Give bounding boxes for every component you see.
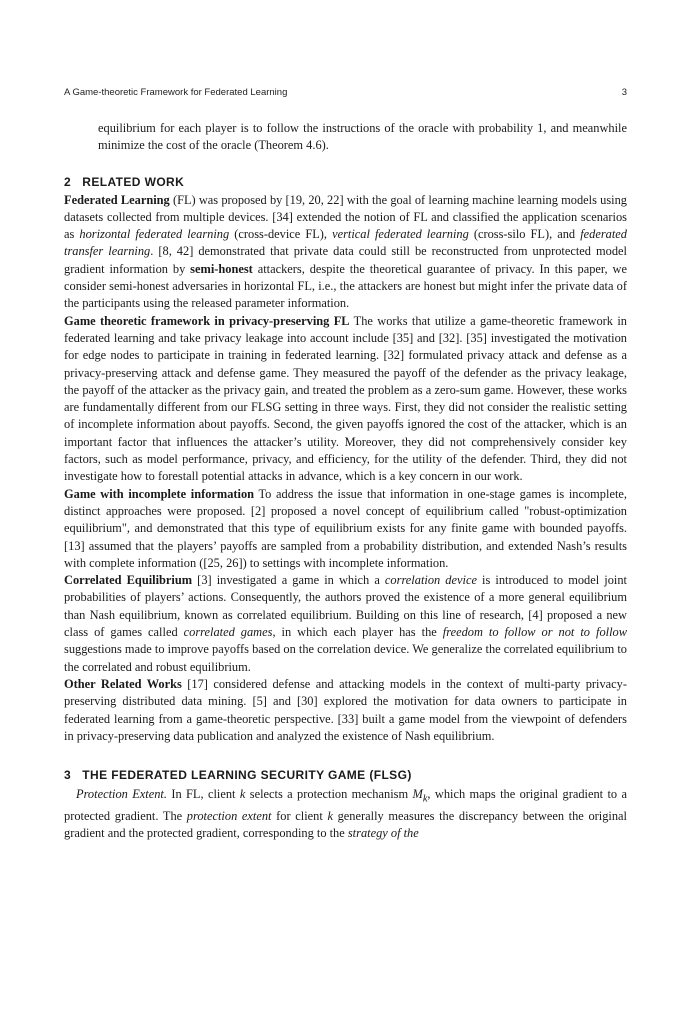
para-federated-learning: Federated Learning (FL) was proposed by [19, 20, 22] with the goal of learning machine learning models using datasets collected from multiple devices. [34] extended the notion of FL and classified the application scenarios as horizontal federated learning (cross-device FL), vertical federated learning (cross-silo FL), and federated transfer learning. [8, 42] demonstrated that private data could still be reconstructed from unprotected model gradient information by semi-honest attackers, despite the theoretical guarantee of privacy. In this paper, we consider semi-honest adversaries in horizontal FL, i.e., the attackers are honest but might infer the private data of the participants using the released parameter information. [64, 192, 627, 311]
page-body [64, 120, 627, 842]
para-incomplete-information: Game with incomplete information To address the issue that information in one-stage games is incomplete, distinct approaches were proposed. [2] proposed a novel concept of equilibrium called "robust-optimization equilibrium", and demonstrated that this type of equilibrium exists for any finite game with bounded payoffs. [13] assumed that the players’ payoffs are sampled from a probability distribution, and extended Nash’s results with complete information ([25, 26]) to settings with incomplete information. [64, 486, 627, 570]
section-2-number: 2 [64, 174, 72, 189]
section-3-number: 3 [64, 768, 72, 783]
para-head-game-theoretic: Game theoretic framework in privacy-preserving FL [64, 313, 350, 328]
para-head-correlated: Correlated Equilibrium [64, 573, 193, 588]
para-head-incomplete-info: Game with incomplete information [64, 486, 255, 501]
section-2-heading [64, 175, 627, 189]
para-correlated-equilibrium: Correlated Equilibrium [3] investigated a game in which a correlation device is introduced to model joint probabilities of players’ actions. Consequently, the authors proved the existence of a more general equilibrium than Nash equilibrium, known as correlated equilibrium. Building on this line of research, [4] proposed a new class of games called correlated games, in which each player has the freedom to follow or not to follow suggestions made to improve payoffs based on the correlation device. We generalize the correlated equilibrium to the correlated and robust equilibrium. [64, 573, 627, 674]
para-head-other-works: Other Related Works [64, 676, 182, 691]
para-game-theoretic-framework: Game theoretic framework in privacy-preserving FL The works that utilize a game-theoretic framework in federated learning and take privacy leakage into account include [35] and [32]. [35] investigated the motivation for edge nodes to participate in training in federated learning. [32] formulated privacy attack and defense as a privacy-preserving attack and defense game. They measured the payoff of the defender as the privacy leakage, the payoff of the attacker as the privacy gain, and treated the problem as a zero-sum game. However, these works are fundamentally different from our FLSG setting in three ways. First, they did not consider the realistic setting of incomplete information about payoffs. Second, the given payoffs ignored the cost of the attacker, which is an important factor that influences the attacker’s utility. Moreover, they did not comprehensively consider key factors, such as model performance, privacy, and efficiency, for the utility of the defender. Third, they did not investigate how to forestall potential attacks in advance, which is a key concern in our work. [64, 313, 627, 484]
running-header [64, 87, 627, 98]
section-3-heading [64, 768, 627, 782]
running-title: A Game-theoretic Framework for Federated Learning [64, 87, 288, 98]
para-protection-extent: Protection Extent. In FL, client k selects a protection mechanism $M_k$, which maps the original gradient to a protected gradient. The protection extent for client k generally measures the discrepancy between the original gradient and the protected gradient, corresponding to the strategy of the [64, 787, 627, 841]
para-other-related-works: Other Related Works [17] considered defense and attacking models in the context of multi-party privacy-preserving distributed data mining. [5] and [30] explored the motivation for data owners to participate in federated learning from a game-theoretic perspective. [33] built a game model from the viewpoint of defenders in privacy-preserving data publication and analyzed the existence of Nash equilibrium. [64, 676, 627, 743]
section-2-title: RELATED WORK [82, 174, 185, 189]
section-3-title: THE FEDERATED LEARNING SECURITY GAME (FLSG) [82, 768, 412, 783]
intro-tail-paragraph: equilibrium for each player is to follow the instructions of the oracle with probability 1, and meanwhile minimize the cost of the oracle (Theorem 4.6). [98, 121, 627, 153]
page-number: 3 [621, 87, 627, 98]
para-head-federated-learning: Federated Learning [64, 192, 170, 207]
